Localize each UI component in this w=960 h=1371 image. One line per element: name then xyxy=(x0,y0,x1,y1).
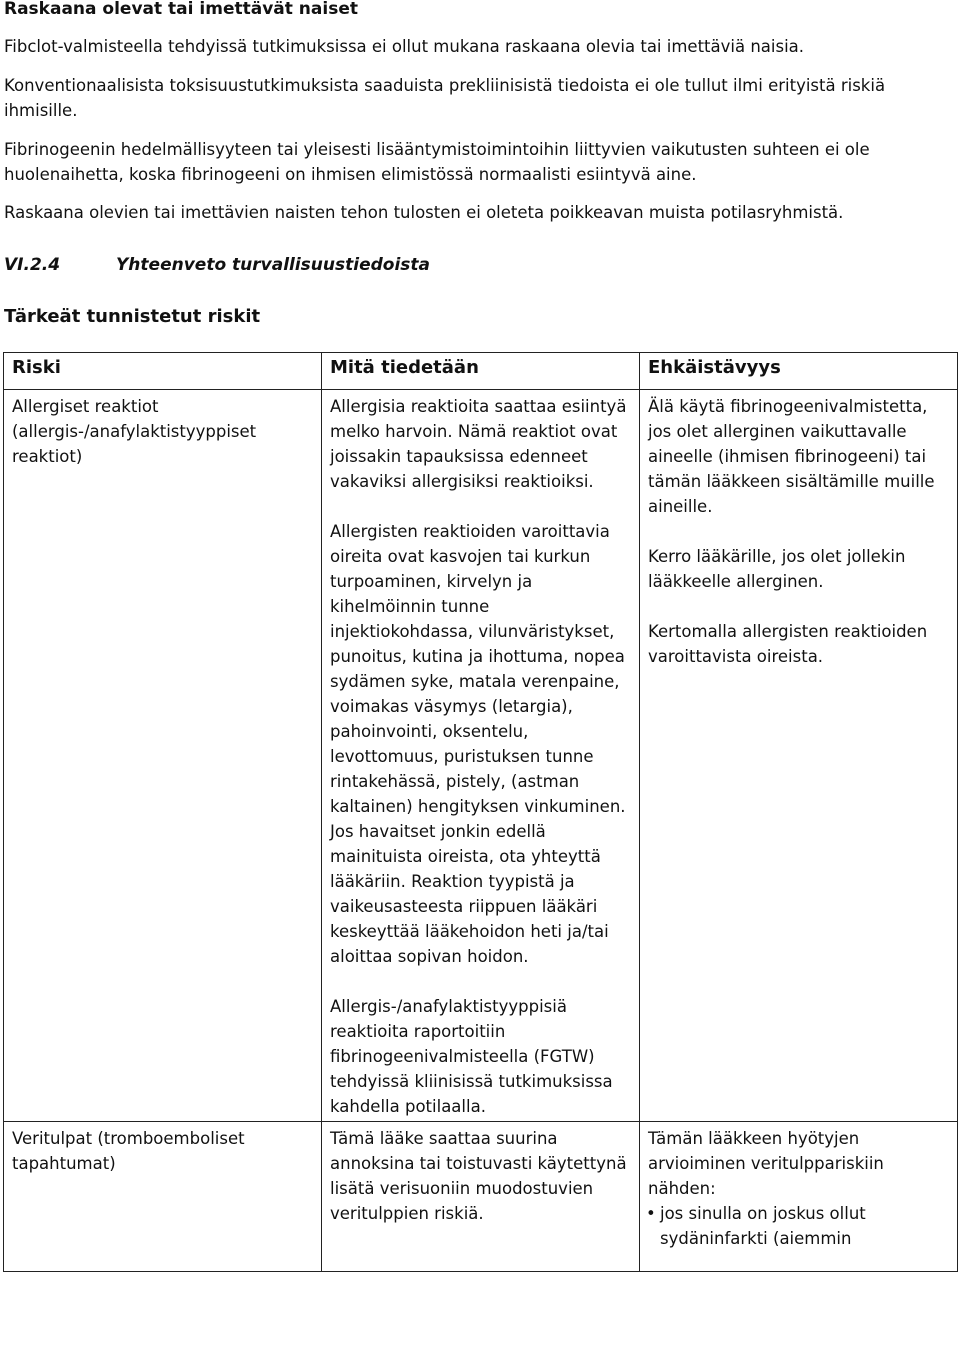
prevention-cell xyxy=(640,1122,958,1272)
paragraph: Konventionaalisista toksisuustutkimuksista saaduista prekliinisistä tiedoista ei ole tullut ilmi erityistä riskiä ihmisille. xyxy=(4,76,886,120)
known-cell xyxy=(322,1122,640,1272)
risk-text: Veritulpat (tromboemboliset tapahtumat) xyxy=(12,1129,245,1173)
column-header-risk: Riski xyxy=(4,353,322,390)
known-paragraph: Allergis-/anafylaktistyyppisiä reaktioita raportoitiin fibrinogeenivalmisteella (FGTW) tehdyissä kliinisissä tutkimuksissa kahdella potilaalla. xyxy=(330,997,613,1116)
paragraph: Raskaana olevien tai imettävien naisten tehon tulosten ei oleteta poikkeavan muista potilasryhmistä. xyxy=(4,203,844,222)
known-paragraph: Allergisia reaktioita saattaa esiintyä melko harvoin. Nämä reaktiot ovat joissakin tapauksissa edenneet vakaviksi allergisiksi reaktioiksi. xyxy=(330,397,627,491)
column-header-prevention: Ehkäistävyys xyxy=(640,353,958,390)
section-title: Yhteenveto turvallisuustiedoista xyxy=(116,255,431,275)
prevention-paragraph: Kerro lääkärille, jos olet jollekin lääkkeelle allerginen. xyxy=(648,547,906,591)
known-paragraph: Jos havaitset jonkin edellä mainituista oireista, ota yhteyttä lääkäriin. Reaktion tyypistä ja vaikeusasteesta riippuen lääkäri keskeyttää lääkehoidon heti ja/tai aloittaa sopivan hoidon. xyxy=(330,822,609,966)
risk-table xyxy=(3,352,958,1272)
subheading-identified-risks: Tärkeät tunnistetut riskit xyxy=(4,306,261,327)
prevention-bullet: • jos sinulla on joskus ollut sydäninfarkti (aiemmin xyxy=(648,1201,949,1251)
section-number: VI.2.4 xyxy=(4,255,61,275)
prevention-paragraph: Kertomalla allergisten reaktioiden varoittavista oireista. xyxy=(648,622,928,666)
risk-cell xyxy=(4,390,322,1122)
table-header-row xyxy=(4,353,958,390)
column-header-known: Mitä tiedetään xyxy=(322,353,640,390)
risk-text: Allergiset reaktiot (allergis-/anafylaktistyyppiset reaktiot) xyxy=(12,397,257,466)
known-paragraph: Allergisten reaktioiden varoittavia oireita ovat kasvojen tai kurkun turpoaminen, kirvelyn ja kihelmöinnin tunne injektiokohdassa, vilunväristykset, punoitus, kutina ja ihottuma, nopea sydämen syke, matala verenpaine, voimakas väsymys (letargia), pahoinvointi, oksentelu, levottomuus, puristuksen tunne rintakehässä, pistely, (astman kaltainen) hengityksen vinkuminen. xyxy=(330,522,626,816)
prevention-paragraph: Älä käytä fibrinogeenivalmistetta, jos olet allerginen vaikuttavalle aineelle (ihmisen fibrinogeeni) tai tämän lääkkeen sisältämille muille aineille. xyxy=(648,397,935,516)
known-paragraph: Tämä lääke saattaa suurina annoksina tai toistuvasti käytettynä lisätä verisuoniin muodostuvien veritulppien riskiä. xyxy=(330,1129,627,1223)
table-row xyxy=(4,1122,958,1272)
table-row xyxy=(4,390,958,1122)
prevention-intro: Tämän lääkkeen hyötyjen arvioiminen veritulppariskiin nähden: xyxy=(648,1129,884,1198)
known-cell xyxy=(322,390,640,1122)
risk-cell xyxy=(4,1122,322,1272)
paragraph: Fibrinogeenin hedelmällisyyteen tai yleisesti lisääntymistoimintoihin liittyvien vaikutusten suhteen ei ole huolenaihetta, koska fibrinogeeni on ihmisen elimistössä normaalisti esiintyvä aine. xyxy=(4,140,870,184)
paragraph: Fibclot-valmisteella tehdyissä tutkimuksissa ei ollut mukana raskaana olevia tai imettäviä naisia. xyxy=(4,37,805,56)
prevention-cell xyxy=(640,390,958,1122)
section-heading-pregnancy: Raskaana olevat tai imettävät naiset xyxy=(4,0,358,19)
